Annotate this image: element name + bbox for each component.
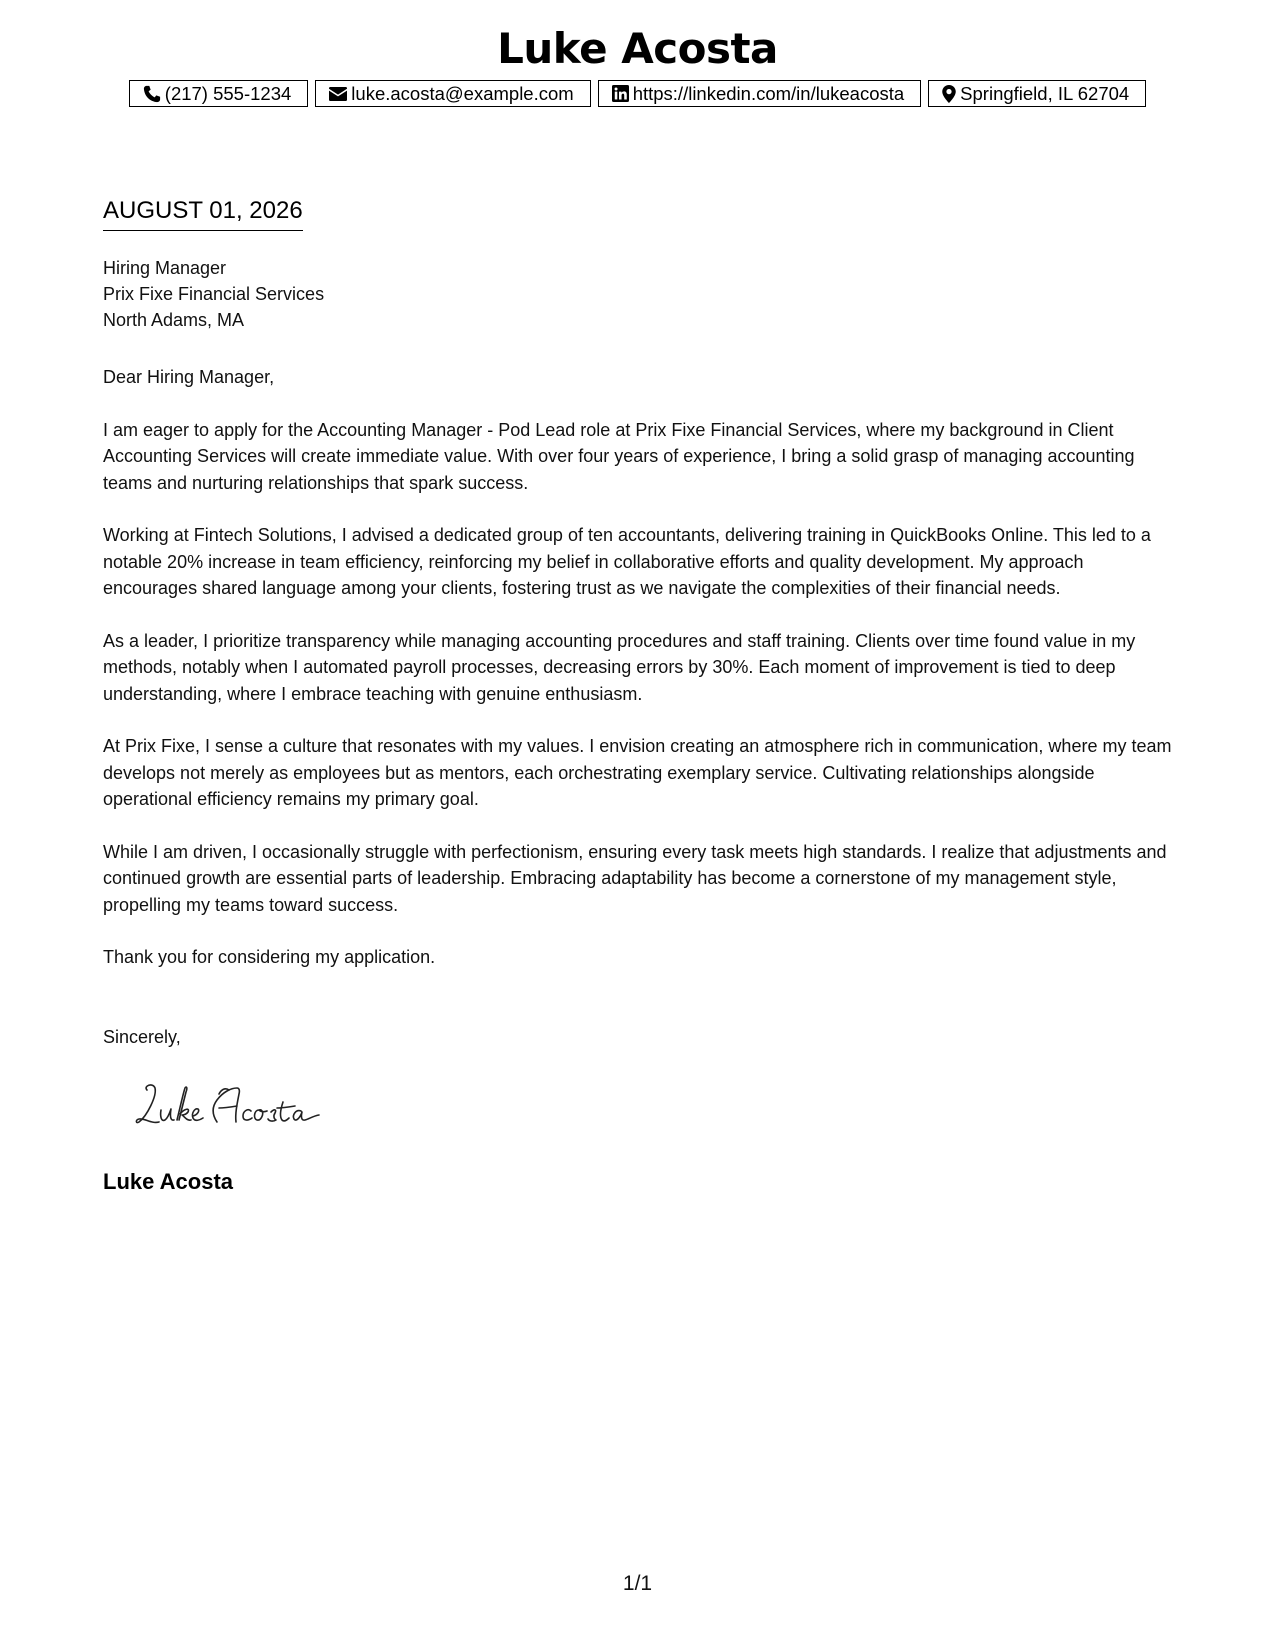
signer-name: Luke Acosta bbox=[103, 1169, 234, 1194]
contact-phone bbox=[129, 80, 309, 107]
salutation: Dear Hiring Manager, bbox=[103, 367, 275, 387]
recipient-block bbox=[103, 255, 324, 333]
contact-location bbox=[928, 80, 1146, 107]
page-number: 1/1 bbox=[622, 1572, 653, 1595]
body-paragraph: While I am driven, I occasionally struggle with perfectionism, ensuring every task meets high standards. I realize that adjustments and continued growth are essential parts of leadership. Embracing adaptability has become a cornerstone of my management style, propelling my teams toward success. bbox=[103, 841, 1167, 915]
body-paragraph: I am eager to apply for the Accounting Manager - Pod Lead role at Prix Fixe Financial Services, where my background in Client Accounting Services will create immediate value. With over four years of experience, I bring a solid grasp of managing accounting teams and nurturing relationships that spark success. bbox=[103, 419, 1135, 493]
location-text: Springfield, IL 62704 bbox=[960, 82, 1130, 104]
linkedin-icon bbox=[612, 85, 629, 102]
sign-off: Sincerely, bbox=[103, 1027, 181, 1047]
phone-icon bbox=[143, 85, 161, 103]
body-paragraph: As a leader, I prioritize transparency while managing accounting procedures and staff training. Clients over time found value in my methods, notably when I automated payroll processes, decreasing errors by 30%. Each moment of improvement is tied to deep understanding, where I embrace teaching with genuine enthusiasm. bbox=[103, 630, 1136, 704]
contact-email bbox=[315, 80, 590, 107]
envelope-icon bbox=[329, 86, 347, 102]
applicant-name-heading: Luke Acosta bbox=[497, 24, 778, 73]
body-paragraph: At Prix Fixe, I sense a culture that resonates with my values. I envision creating an atmosphere rich in communication, where my team develops not merely as employees but as mentors, each orchestrating exemplary service. Cultivating relationships alongside operational efficiency remains my primary goal. bbox=[103, 736, 1172, 809]
phone-text: (217) 555-1234 bbox=[164, 82, 292, 104]
recipient-location: North Adams, MA bbox=[103, 310, 245, 330]
map-marker-icon bbox=[942, 85, 956, 103]
contact-linkedin bbox=[598, 80, 921, 107]
handwritten-signature bbox=[133, 1078, 343, 1136]
letter-date: AUGUST 01, 2026 bbox=[103, 196, 303, 231]
body-paragraph: Working at Fintech Solutions, I advised a dedicated group of ten accountants, delivering training in QuickBooks Online. This led to a notable 20% increase in team efficiency, reinforcing my belief in collaborative efforts and quality development. My approach encourages shared language among your clients, fostering trust as we navigate the complexities of their financial needs. bbox=[103, 525, 1151, 598]
closing-thanks: Thank you for considering my application. bbox=[103, 947, 436, 967]
contact-info-row bbox=[0, 80, 1275, 107]
letter-body bbox=[103, 364, 1178, 997]
linkedin-text: https://linkedin.com/in/lukeacosta bbox=[632, 82, 905, 104]
recipient-title: Hiring Manager bbox=[103, 258, 227, 278]
recipient-company: Prix Fixe Financial Services bbox=[103, 284, 325, 304]
email-text: luke.acosta@example.com bbox=[351, 82, 574, 104]
